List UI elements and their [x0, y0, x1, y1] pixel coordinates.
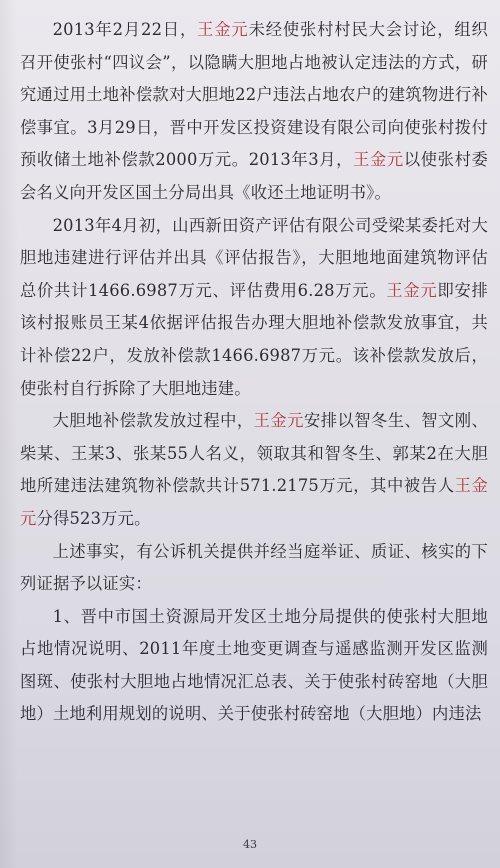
paragraph-1: [20, 14, 488, 210]
text-segment: 未经使张村村民大会讨论，组织召开使张村“四议会”，以隐瞒大胆地占地被认定违法的方式，研究通过用土地补偿款对大胆地22户违法占地农户的建筑物进行补偿事宜。3月29日，晋中开发区投资建设有限公司向使张村拨付预收储土地补偿款2000万元。2013年3月，: [20, 20, 488, 170]
paragraph-2: [20, 210, 488, 406]
highlighted-name: 王金元: [253, 411, 304, 431]
text-segment: 大胆地补偿款发放过程中，: [52, 411, 254, 431]
page-number: 43: [243, 838, 257, 851]
paragraph-4: [20, 536, 488, 601]
highlighted-name: 王金元: [386, 280, 438, 300]
text-segment: 以使张村委会名义向开发区国土分局出具《收还土地证明书》。: [20, 150, 488, 202]
highlighted-name: 王金元: [197, 20, 249, 39]
document-body: [20, 14, 488, 731]
text-segment: 即安排该村报账员王某4依据评估报告办理大胆地补偿款发放事宜，共计补偿22户，发放补偿款1466.6987万元。该补偿款发放后，使张村自行拆除了大胆地违建。: [20, 280, 489, 398]
highlighted-name: 王金元: [20, 476, 488, 528]
highlighted-name: 王金元: [353, 150, 404, 170]
text-segment: 2013年2月22日，: [52, 20, 198, 39]
text-segment: 上述事实，有公诉机关提供并经当庭举证、质证、核实的下列证据予以证实：: [20, 541, 488, 594]
paragraph-5: [20, 601, 488, 731]
text-segment: 安排以智冬生、智文刚、柴某、王某3、张某55人名义，领取其和智冬生、郭某2在大胆地所建违法建筑物补偿款共计571.2175万元，其中被告人: [20, 411, 488, 496]
paragraph-3: [20, 405, 488, 535]
text-segment: 1、晋中市国土资源局开发区土地分局提供的使张村大胆地占地情况说明、2011年度土地变更调查与遥感监测开发区监测图斑、使张村大胆地占地情况汇总表、关于使张村砖窑地（大胆地）土地利用规划的说明、关于使张村砖窑地（大胆地）内违法: [20, 606, 488, 724]
text-segment: 分得523万元。: [36, 508, 151, 528]
text-segment: 2013年4月初，山西新田资产评估有限公司受梁某委托对大胆地违建进行评估并出具《评估报告》，大胆地地面建筑物评估总价共计1466.6987万元、评估费用6.28万元。: [20, 215, 488, 300]
